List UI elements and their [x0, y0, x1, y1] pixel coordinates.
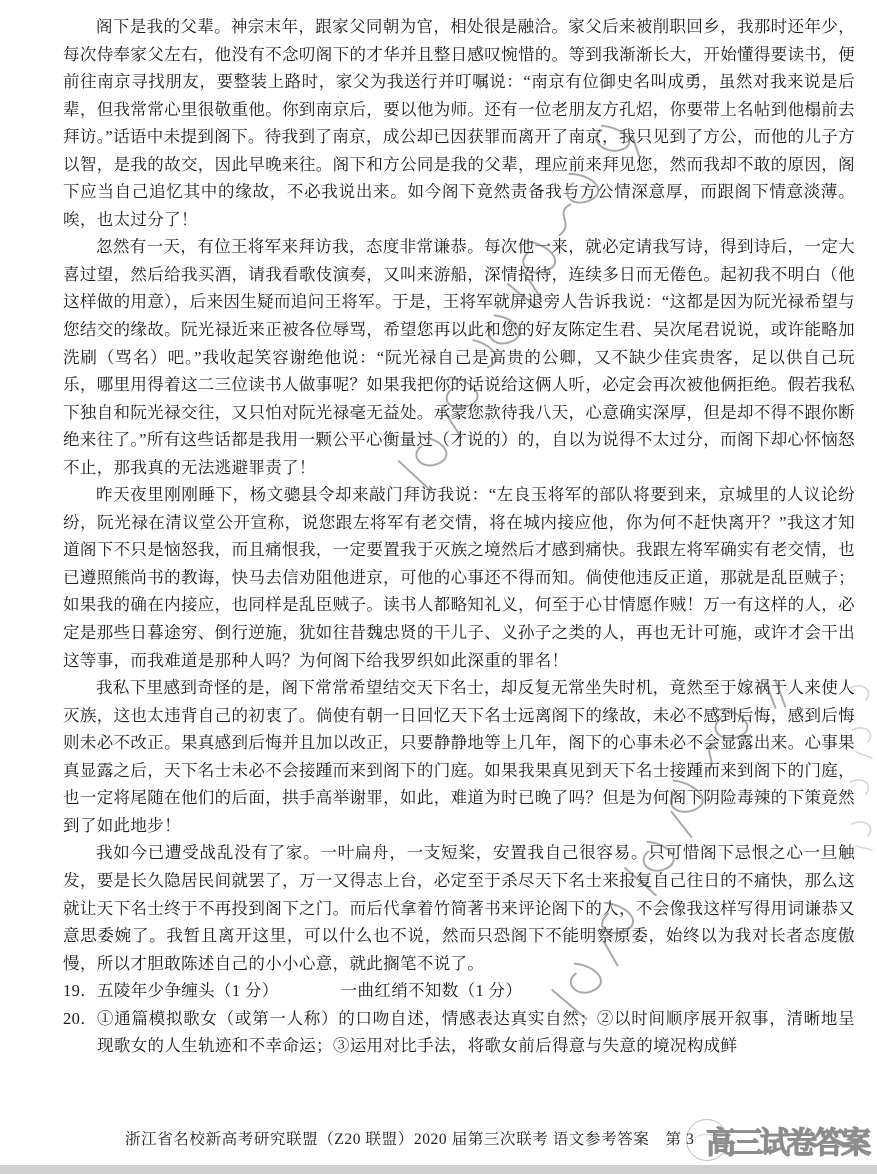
question-19-answer-2: 一曲红绡不知数（1 分） — [340, 981, 523, 1001]
answer-item-20 — [63, 1005, 855, 1060]
answer-line-19 — [63, 977, 855, 1005]
translation-paragraph-2: 忽然有一天，有位王将军来拜访我，态度非常谦恭。每次他一来，就必定请我写诗，得到诗后，一定大喜过望，然后给我买酒，请我看歌伎演奏，又叫来游船，深情招待，连续多日而无倦色。起初我不明白（他这样做的用意），后来因生疑而追问王将军。于是，王将军就屏退旁人告诉我说：“这都是因为阮光禄希望与您结交的缘故。阮光禄近来正被各位辱骂，希望您再以此和您的好友陈定生君、吴次尾君说说，或许能略加洗刷（骂名）吧。”我收起笑容谢绝他说：“阮光禄自己是高贵的公卿，又不缺少佳宾贵客，足以供自己玩乐，哪里用得着这二三位读书人做事呢？如果我把你的话说给这俩人听，必定会再次被他俩拒绝。假若我私下独自和阮光禄交往，又只怕对阮光禄毫无益处。承蒙您款待我八天，心意确实深厚，但是却不得不跟你断绝来往了。”所有这些话都是我用一颗公平心衡量过（才说的）的，自以为说得不太过分，而阁下却心怀恼怒不止，那我真的无法逃避罪责了！ — [63, 237, 855, 477]
translation-paragraph-4: 我私下里感到奇怪的是，阁下常常希望结交天下名士，却反复无常坐失时机，竟然至于嫁祸于人来使人灭族，这也太违背自己的初衷了。倘使有朝一日回忆天下名士远离阁下的缘故，未必不感到后悔，感到后悔则未必不改正。果真感到后悔并且加以改正，只要静静地等上几年，阁下的心事未必不会显露出来。心事果真显露之后，天下名士未必不会接踵而来到阁下的门庭。如果我果真见到天下名士接踵而来到阁下的门庭，也一定将尾随在他们的后面，拱手高举谢罪，如此，难道为时已晚了吗？但是为何阁下阴险毒辣的下策竟然到了如此地步！ — [63, 678, 855, 835]
question-20-number: 20． — [63, 1008, 98, 1028]
translation-paragraph-3: 昨天夜里刚刚睡下，杨文骢县令却来敲门拜访我说：“左良玉将军的部队将要到来，京城里的人议论纷纷，阮光禄在清议堂公开宣称，说您跟左将军有老交情，将在城内接应他，你为何不赶快离开？”我这才知道阁下不只是恼怒我，而且痛恨我，一定要置我于灭族之境然后才感到痛快。我跟左将军确实有老交情，也已遵照熊尚书的教诲，快马去信劝阻他进京，可他的心事还不得而知。倘使他违反正道，那就是乱臣贼子；如果我的确在内接应，也同样是乱臣贼子。读书人都略知礼义，何至于心甘情愿作贼！万一有这样的人，必定是那些日暮途穷、倒行逆施，犹如往昔魏忠贤的干儿子、义孙子之类的人，再也无计可施，或许才会干出这等事，而我难道是那种人吗？为何阁下给我罗织如此深重的罪名！ — [63, 485, 855, 670]
question-19-number: 19． — [63, 981, 98, 1001]
translation-text-block — [63, 13, 855, 1060]
answer-site-watermark: 高三试卷答案 — [706, 1127, 868, 1160]
question-20-answer-text: ①通篇模拟歌女（或第一人称）的口吻自述，情感表达真实自然；②以时间顺序展开叙事，清晰地呈现歌女的人生轨迹和不幸命运；③运用对比手法，将歌女前后得意与失意的境况构成鲜 — [97, 1008, 855, 1056]
translation-paragraph-1: 阁下是我的父辈。神宗末年，跟家父同朝为官，相处很是融洽。家父后来被削职回乡，我那时还年少，每次侍奉家父左右，他没有不念叨阁下的才华并且整日感叹惋惜的。等到我渐渐长大，开始懂得要读书，便前往南京寻找朋友，要整装上路时，家父为我送行并叮嘱说：“南京有位御史名叫成勇，虽然对我来说是后辈，但我常常心里很敬重他。你到南京后，要以他为师。还有一位老朋友方孔炤，你要带上名帖到他榻前去拜访。”话语中未提到阁下。待我到了南京，成公却已因获罪而离开了南京，我只见到了方公，而他的儿子方以智，是我的故交，因此早晚来往。阁下和方公同是我的父辈，理应前来拜见您，然而我却不敢的原因，阁下应当自己追忆其中的缘故，不必我说出来。如今阁下竟然责备我与方公情深意厚，而跟阁下情意淡薄。唉，也太过分了！ — [63, 17, 855, 229]
question-19-answer-1: 五陵年少争缠头（1 分） — [97, 981, 279, 1001]
page-footer: 浙江省名校新高考研究联盟（Z20 联盟）2020 届第三次联考 语文参考答案 第 3 — [125, 1131, 695, 1148]
translation-paragraph-5: 我如今已遭受战乱没有了家。一叶扁舟，一支短桨，安置我自己很容易。只可惜阁下忌恨之心一旦触发，要是长久隐居民间就罢了，万一又得志上台，必定至于杀尽天下名士来报复自己往日的不痛快，那么这就让天下名士终于不再投到阁下之门。而后代拿着竹简著书来评论阁下的人，不会像我这样写得用词谦恭又意思委婉了。我暂且离开这里，可以什么也不说，然而只恐阁下不能明察原委，始终以为我对长者态度傲慢，所以才胆敢陈述自己的小小心意，就此搁笔不说了。 — [63, 843, 855, 973]
scan-bottom-edge — [0, 1165, 877, 1174]
